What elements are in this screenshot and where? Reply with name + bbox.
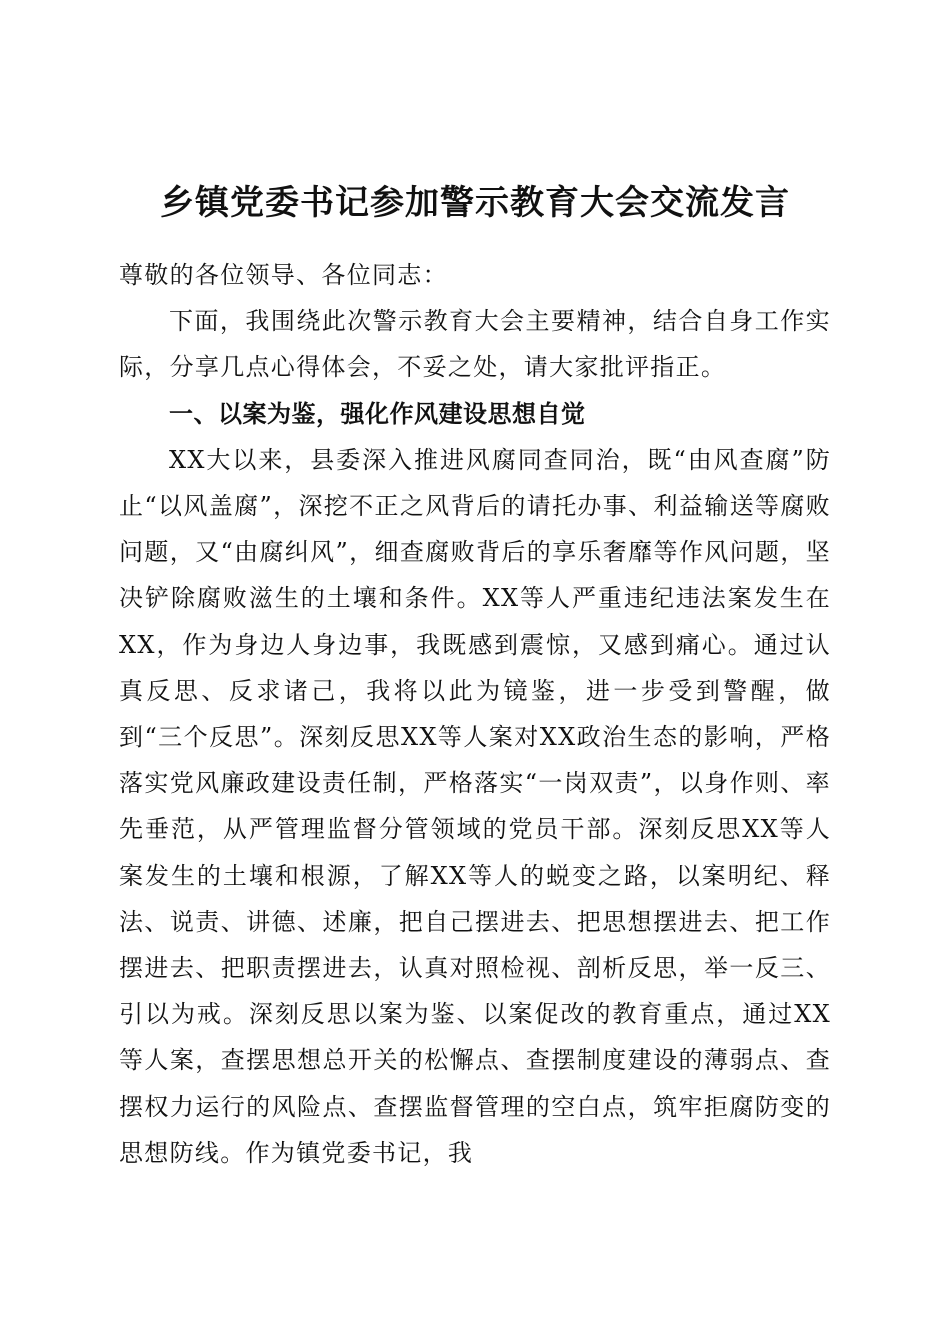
document-title: 乡镇党委书记参加警示教育大会交流发言 (160, 183, 790, 223)
section-heading-1: 一、以案为鉴，强化作风建设思想自觉 (169, 399, 586, 428)
section-1-paragraph: XX大以来，县委深入推进风腐同查同治，既“由风查腐”防止“以风盖腐”，深挖不正之风背后的请托办事、利益输送等腐败问题，又“由腐纠风”，细查腐败背后的享乐奢靡等作风问题，坚决铲除腐败滋生的土壤和条件。XX等人严重违纪违法案发生在XX，作为身边人身边事，我既感到震惊，又感到痛心。通过认真反思、反求诸己，我将以此为镜鉴，进一步受到警醒，做到“三个反思”。深刻反思XX等人案对XX政治生态的影响，严格落实党风廉政建设责任制，严格落实“一岗双责”，以身作则、率先垂范，从严管理监督分管领域的党员干部。深刻反思XX等人案发生的土壤和根源，了解XX等人的蜕变之路，以案明纪、释法、说责、讲德、述廉，把自己摆进去、把思想摆进去、把工作摆进去、把职责摆进去，认真对照检视、剖析反思，举一反三、引以为戒。深刻反思以案为鉴、以案促改的教育重点，通过XX等人案，查摆思想总开关的松懈点、查摆制度建设的薄弱点、查摆权力运行的风险点、查摆监督管理的空白点，筑牢拒腐防变的思想防线。作为镇党委书记，我 (119, 445, 831, 1167)
document-body (119, 252, 831, 1176)
intro-paragraph: 下面，我围绕此次警示教育大会主要精神，结合自身工作实际，分享几点心得体会，不妥之处，请大家批评指正。 (119, 307, 831, 382)
salutation: 尊敬的各位领导、各位同志： (119, 261, 448, 289)
